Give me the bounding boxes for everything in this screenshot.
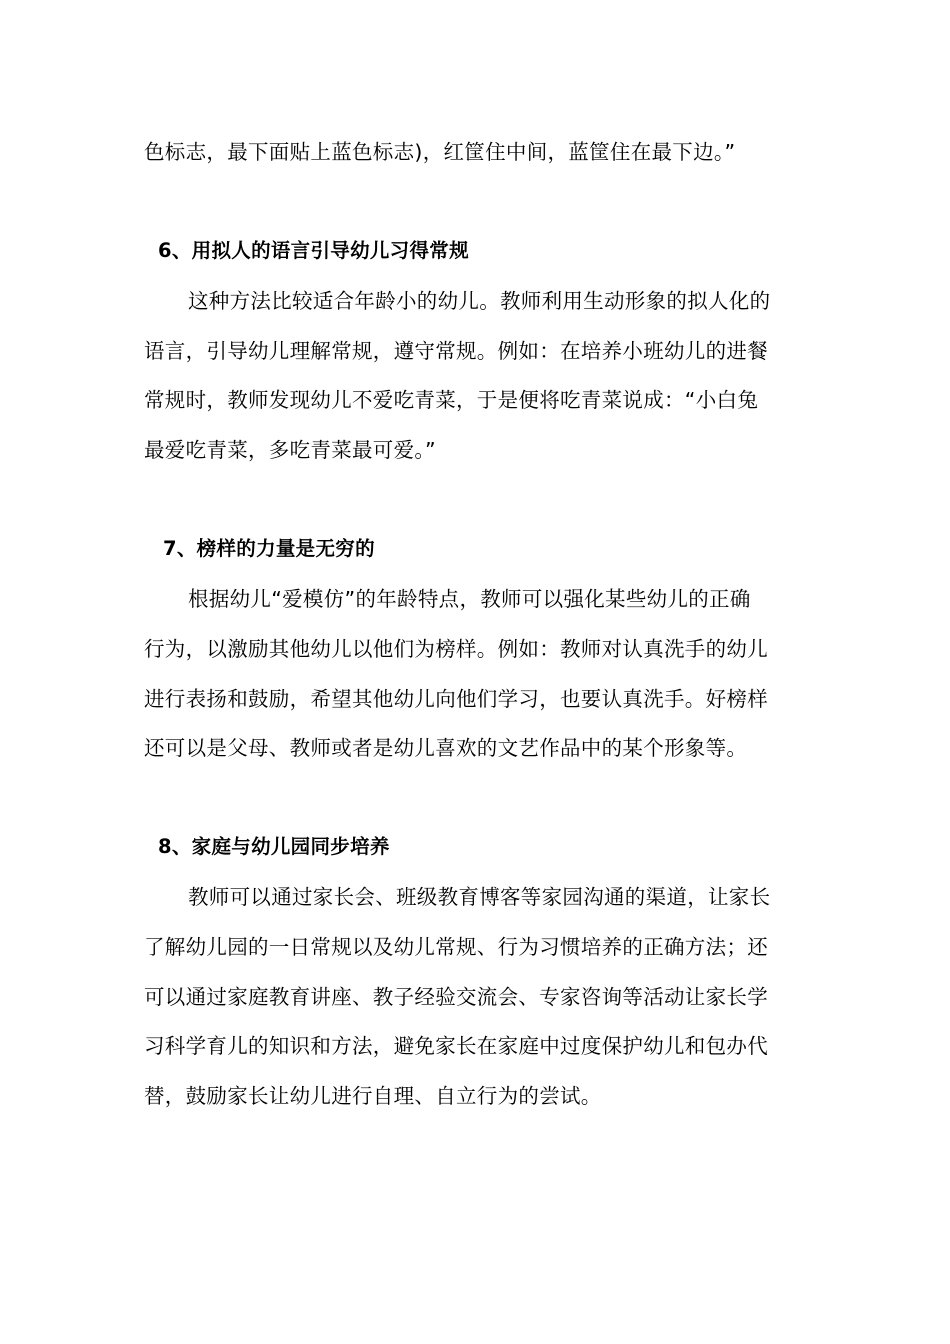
section-8-line-1: 教师可以通过家长会、班级教育博客等家园沟通的渠道，让家长 [188,885,771,909]
section-7-line-1: 根据幼儿“爱模仿”的年龄特点，教师可以强化某些幼儿的正确 [188,587,751,611]
section-6-line-3: 常规时，教师发现幼儿不爱吃青菜，于是便将吃青菜说成：“小白兔 [144,388,759,412]
section-8-line-3: 可以通过家庭教育讲座、教子经验交流会、专家咨询等活动让家长学 [144,985,768,1009]
section-8-line-2: 了解幼儿园的一日常规以及幼儿常规、行为习惯培养的正确方法；还 [144,935,768,959]
section-6-line-1: 这种方法比较适合年龄小的幼儿。教师利用生动形象的拟人化的 [188,289,771,313]
section-8-line-5: 替，鼓励家长让幼儿进行自理、自立行为的尝试。 [144,1084,602,1108]
section-7-line-2: 行为，以激励其他幼儿以他们为榜样。例如：教师对认真洗手的幼儿 [144,637,768,661]
section-7-line-3: 进行表扬和鼓励，希望其他幼儿向他们学习，也要认真洗手。好榜样 [144,687,768,711]
section-6-heading: 6、用拟人的语言引导幼儿习得常规 [158,239,469,262]
section-8-heading: 8、家庭与幼儿园同步培养 [158,835,390,858]
intro-line: 色标志，最下面贴上蓝色标志)，红筐住中间，蓝筐住在最下边。” [144,140,736,164]
section-7-line-4: 还可以是父母、教师或者是幼儿喜欢的文艺作品中的某个形象等。 [144,736,748,760]
section-8-line-4: 习科学育儿的知识和方法，避免家长在家庭中过度保护幼儿和包办代 [144,1034,768,1058]
section-7-heading: 7、榜样的力量是无穷的 [163,537,375,560]
section-6-line-4: 最爱吃青菜，多吃青菜最可爱。” [144,438,436,462]
section-6-line-2: 语言，引导幼儿理解常规，遵守常规。例如：在培养小班幼儿的进餐 [144,339,768,363]
